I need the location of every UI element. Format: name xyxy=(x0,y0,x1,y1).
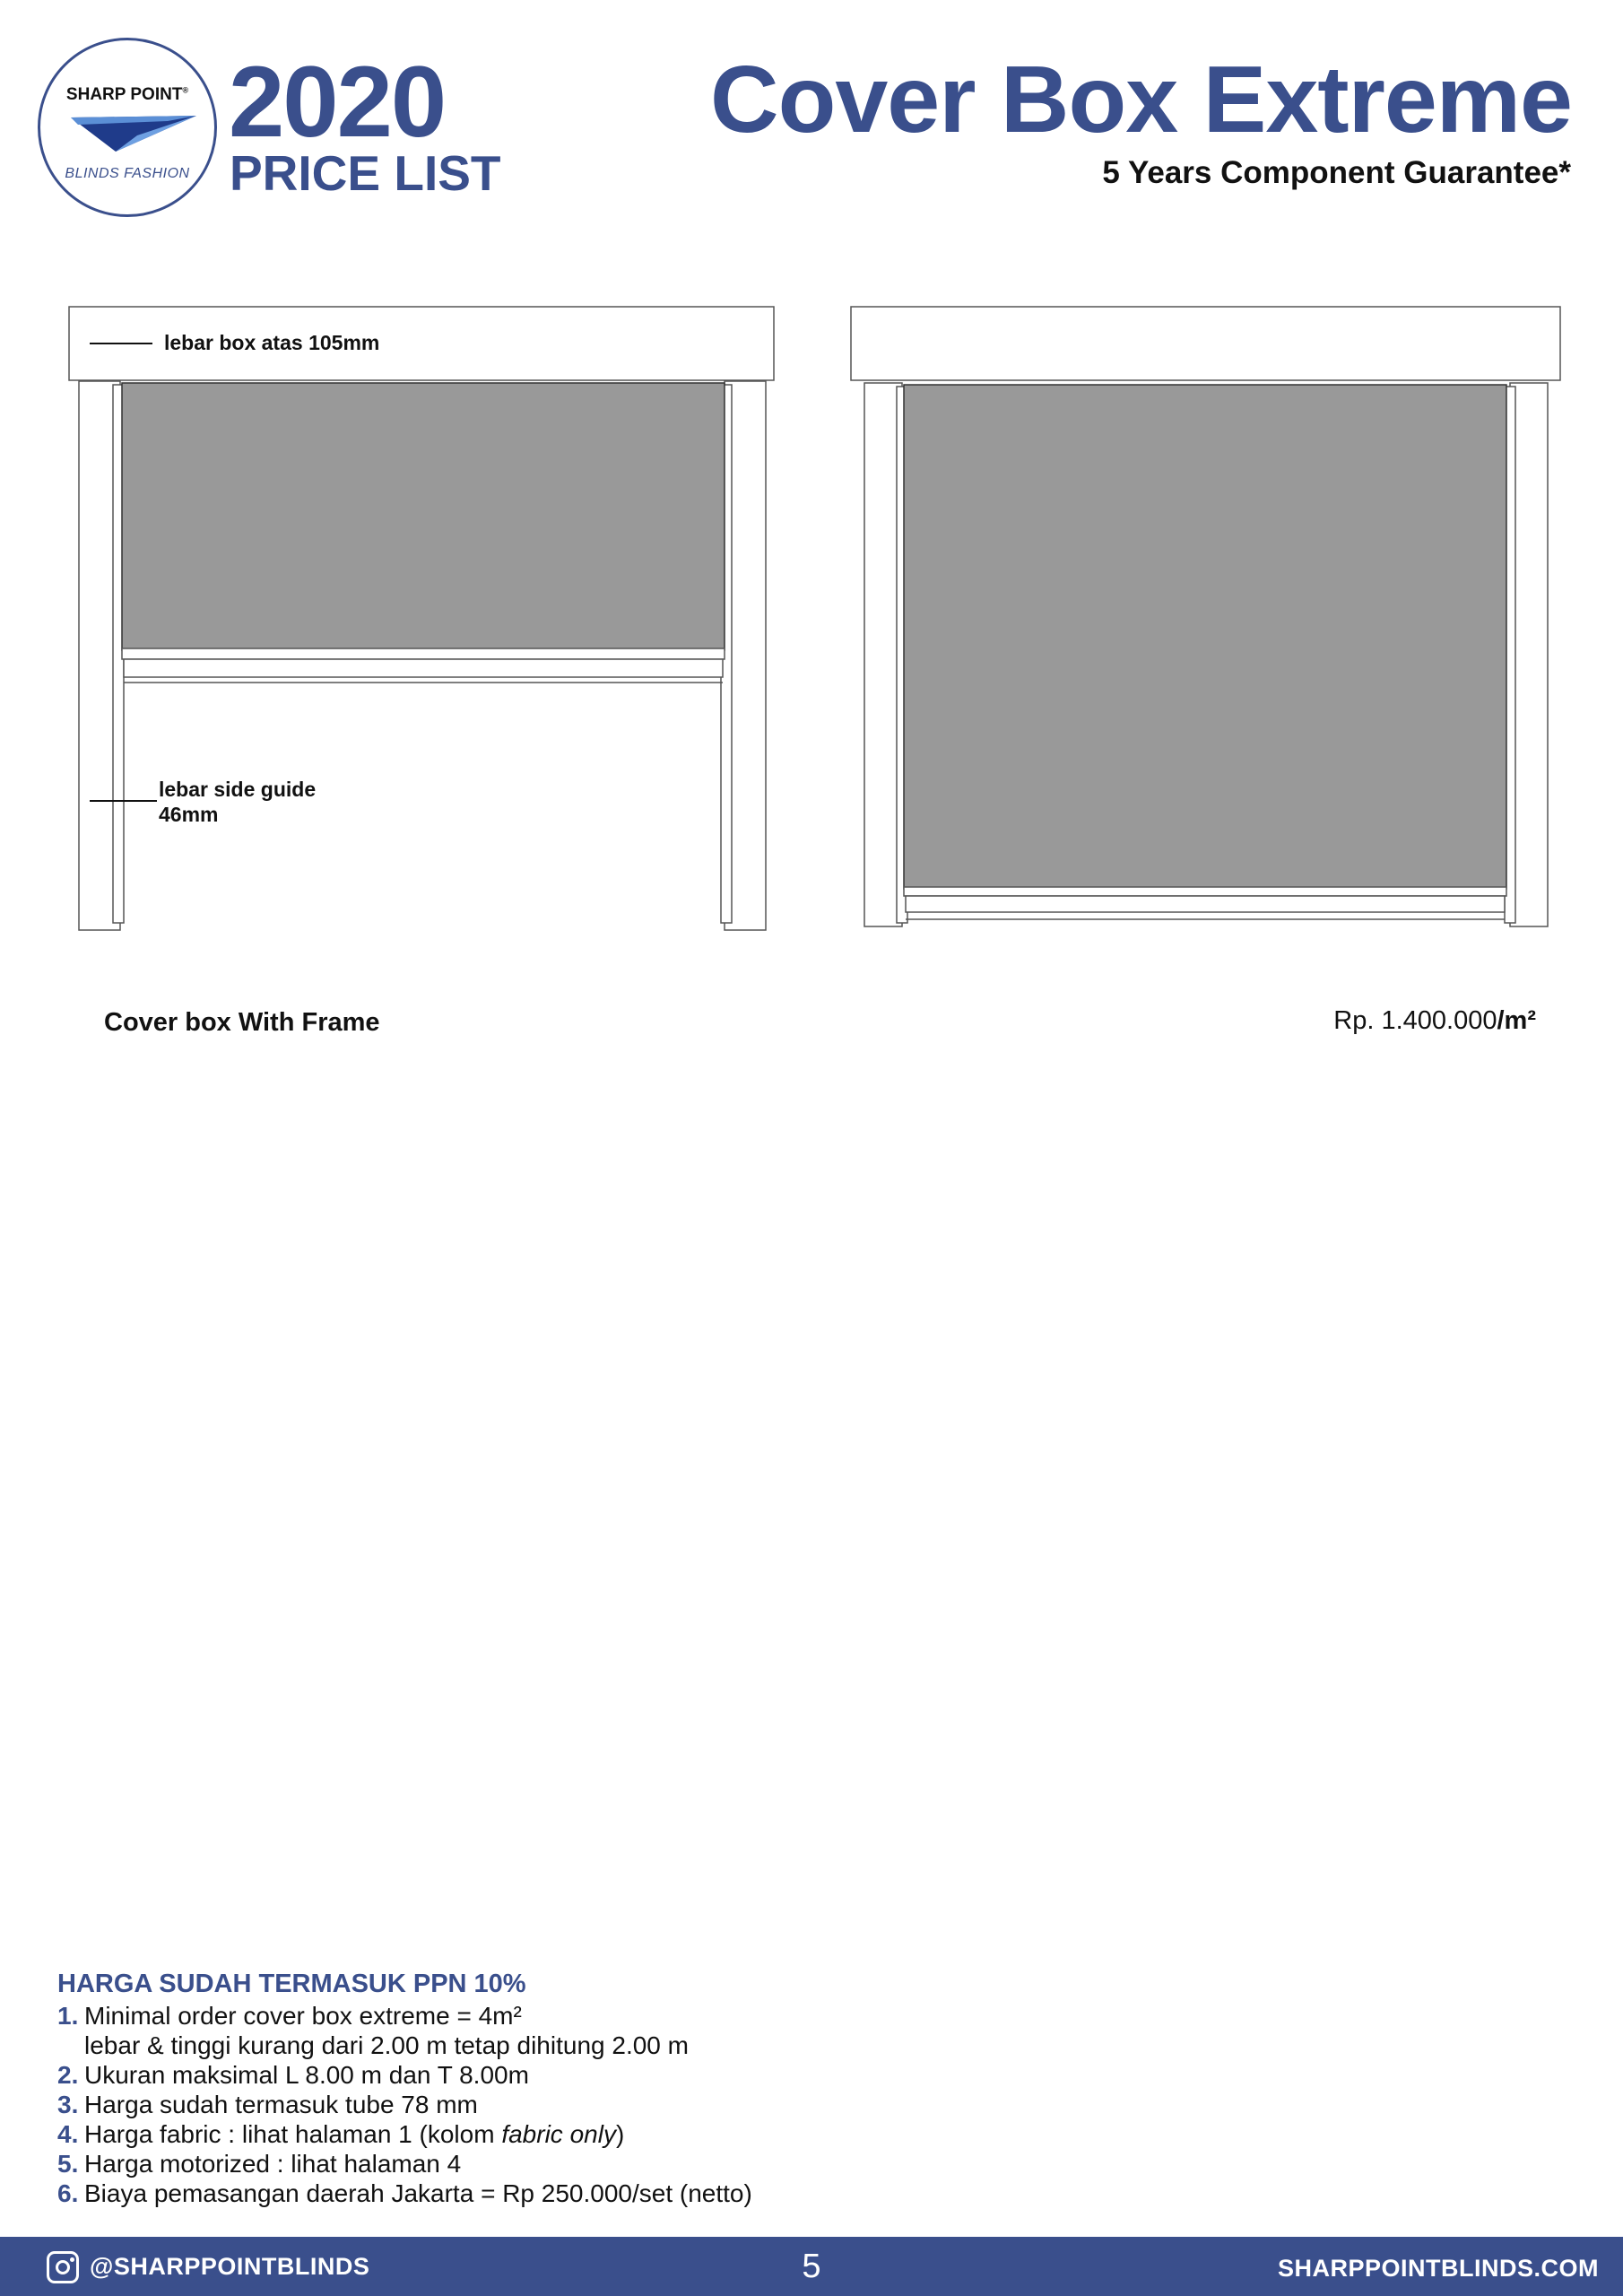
note-item xyxy=(57,2149,1044,2179)
cover-box-illustration-partial xyxy=(63,300,780,946)
label-side-guide-line-2: 46mm xyxy=(159,802,219,826)
price-value: Rp. 1.400.000 xyxy=(1333,1006,1497,1035)
note-text: Harga motorized : lihat halaman 4 xyxy=(84,2150,462,2178)
note-item xyxy=(57,2119,1044,2149)
product-name: Cover box With Frame xyxy=(104,1008,380,1037)
note-item xyxy=(57,2179,1044,2208)
note-text: lebar & tinggi kurang dari 2.00 m tetap dihitung 2.00 m xyxy=(84,2031,689,2059)
cover-box-illustration-full xyxy=(843,300,1569,946)
note-item xyxy=(57,2090,1044,2119)
note-text: Biaya pemasangan daerah Jakarta = Rp 250.000/set (netto) xyxy=(84,2179,752,2207)
page-subtitle: 5 Years Component Guarantee* xyxy=(1102,155,1571,190)
note-item xyxy=(57,2060,1044,2090)
note-item xyxy=(57,2001,1044,2031)
price-list-label: PRICE LIST xyxy=(230,145,501,201)
note-text: Harga sudah termasuk tube 78 mm xyxy=(84,2091,478,2118)
price-unit: /m² xyxy=(1497,1006,1536,1035)
note-number: 5. xyxy=(57,2150,79,2178)
note-text: Minimal order cover box extreme = 4m² xyxy=(84,2002,522,2030)
instagram-handle-link[interactable]: @SHARPPOINTBLINDS xyxy=(90,2253,370,2280)
cover-box-drawing-full xyxy=(843,300,1569,946)
page-footer xyxy=(0,2237,1623,2296)
terms-notes xyxy=(57,1970,1044,2208)
note-text: Ukuran maksimal L 8.00 m dan T 8.00m xyxy=(84,2061,529,2089)
logo-tagline: BLINDS FASHION xyxy=(65,166,190,181)
note-number: 2. xyxy=(57,2061,79,2089)
label-side-guide-line-1: lebar side guide xyxy=(159,778,317,801)
label-side-guide-width xyxy=(159,778,316,827)
logo-swoosh-icon xyxy=(60,112,204,166)
note-number: 1. xyxy=(57,2002,79,2030)
note-item-continuation xyxy=(57,2031,1044,2060)
brand-logo xyxy=(38,38,217,217)
website-link[interactable]: SHARPPOINTBLINDS.COM xyxy=(1277,2255,1599,2282)
product-price xyxy=(1333,1006,1536,1036)
logo-brand-name: SHARP POINT® xyxy=(65,85,189,104)
instagram-icon[interactable] xyxy=(47,2251,79,2283)
note-number: 6. xyxy=(57,2179,79,2207)
cover-box-drawing-partial xyxy=(63,300,780,946)
price-list-year: 2020 xyxy=(229,46,446,158)
note-text: Harga fabric : lihat halaman 1 (kolom fabric only) xyxy=(84,2120,625,2148)
label-top-box-width: lebar box atas 105mm xyxy=(164,331,380,354)
note-number: 4. xyxy=(57,2120,79,2148)
note-number: 3. xyxy=(57,2091,79,2118)
page-title: Cover Box Extreme xyxy=(710,47,1572,152)
notes-heading: HARGA SUDAH TERMASUK PPN 10% xyxy=(57,1970,526,1998)
page-number: 5 xyxy=(802,2248,821,2285)
